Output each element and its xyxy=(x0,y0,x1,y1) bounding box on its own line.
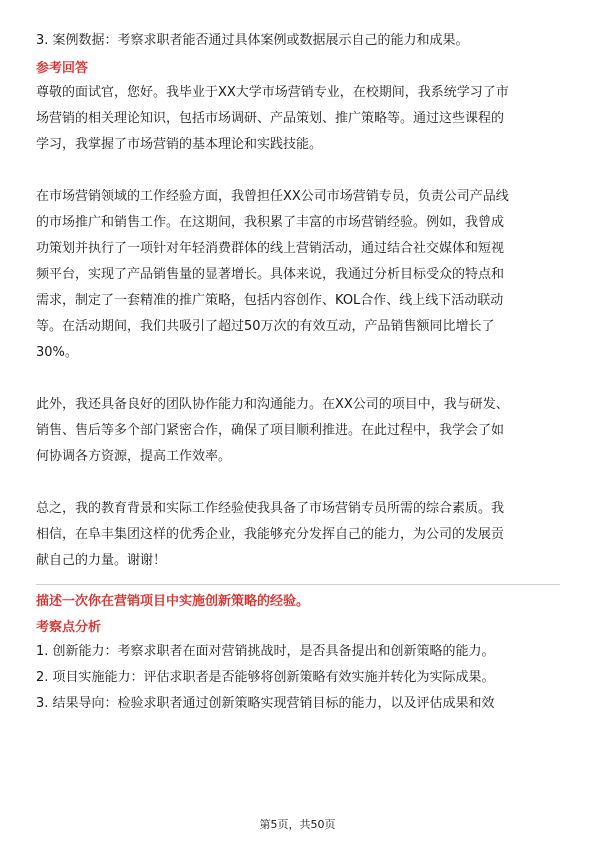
answer-line: 相信，在阜丰集团这样的优秀企业，我能够充分发挥自己的能力，为公司的发展贡 xyxy=(36,527,505,542)
paragraph-gap xyxy=(36,366,560,392)
answer-line: 功策划并执行了一项针对年轻消费群体的线上营销活动，通过结合社交媒体和短视 xyxy=(36,241,505,256)
answer-line: 何协调各方资源，提高工作效率。 xyxy=(36,449,232,464)
answer-heading: 参考回答 xyxy=(36,61,89,76)
answer-line: 30%。 xyxy=(36,345,78,360)
analysis-heading: 考察点分析 xyxy=(36,620,102,635)
answer-line: 学习，我掌握了市场营销的基本理论和实践技能。 xyxy=(36,137,323,152)
answer-line: 在市场营销领域的工作经验方面，我曾担任XX公司市场营销专员，负责公司产品线 xyxy=(36,189,509,204)
answer-paragraph-1 xyxy=(36,80,560,158)
page-content xyxy=(36,28,560,717)
answer-paragraph-2 xyxy=(36,184,560,366)
analysis-item: 2. 项目实施能力：评估求职者是否能够将创新策略有效实施并转化为实际成果。 xyxy=(36,670,495,685)
answer-line: 此外，我还具备良好的团队协作能力和沟通能力。在XX公司的项目中，我与研发、 xyxy=(36,397,509,412)
criteria-item-3: 3. 案例数据：考察求职者能否通过具体案例或数据展示自己的能力和成果。 xyxy=(36,33,469,48)
analysis-list xyxy=(36,639,560,717)
answer-line: 献自己的力量。谢谢！ xyxy=(36,553,167,568)
paragraph-gap xyxy=(36,158,560,184)
answer-paragraph-3 xyxy=(36,392,560,470)
analysis-item: 3. 结果导向：检验求职者通过创新策略实现营销目标的能力，以及评估成果和效 xyxy=(36,696,495,711)
paragraph-gap xyxy=(36,470,560,496)
page-number: 第5页，共50页 xyxy=(259,818,336,831)
answer-line: 需求，制定了一套精准的推广策略，包括内容创作、KOL合作、线上线下活动联动 xyxy=(36,293,504,308)
answer-paragraph-4 xyxy=(36,496,560,574)
answer-line: 等。在活动期间，我们共吸引了超过50万次的有效互动，产品销售额同比增长了 xyxy=(36,319,495,334)
interview-question: 描述一次你在营销项目中实施创新策略的经验。 xyxy=(36,594,310,609)
answer-line: 场营销的相关理论知识，包括市场调研、产品策划、推广策略等。通过这些课程的 xyxy=(36,111,505,126)
answer-line: 频平台，实现了产品销售量的显著增长。具体来说，我通过分析目标受众的特点和 xyxy=(36,267,505,282)
answer-line: 的市场推广和销售工作。在这期间，我积累了丰富的市场营销经验。例如，我曾成 xyxy=(36,215,505,230)
answer-line: 销售、售后等多个部门紧密合作，确保了项目顺利推进。在此过程中，我学会了如 xyxy=(36,423,505,438)
section-divider xyxy=(36,584,560,585)
answer-line: 总之，我的教育背景和实际工作经验使我具备了市场营销专员所需的综合素质。我 xyxy=(36,501,505,516)
analysis-item: 1. 创新能力：考察求职者在面对营销挑战时，是否具备提出和创新策略的能力。 xyxy=(36,644,495,659)
answer-line: 尊敬的面试官，您好。我毕业于XX大学市场营销专业，在校期间，我系统学习了市 xyxy=(36,85,509,100)
